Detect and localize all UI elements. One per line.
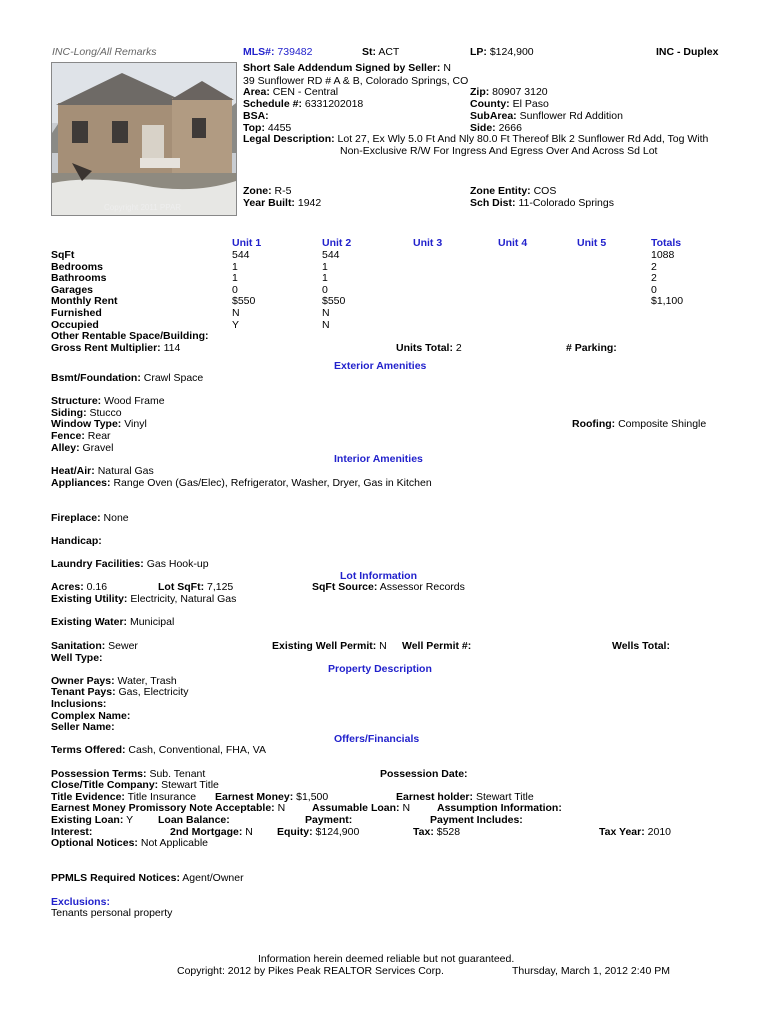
ppmls-notices: PPMLS Required Notices: Agent/Owner <box>51 872 244 884</box>
unit-cell: 1 <box>322 260 328 273</box>
payment: Payment: <box>305 814 353 826</box>
unit-cell: 0 <box>232 283 238 296</box>
year-built: Year Built: 1942 <box>243 197 322 209</box>
lot-information-title: Lot Information <box>340 570 417 582</box>
existing-well-permit: Existing Well Permit: N <box>272 640 387 652</box>
unit-cell: 1088 <box>651 249 675 261</box>
tenant-pays: Tenant Pays: Gas, Electricity <box>51 686 189 698</box>
exterior-amenities-title: Exterior Amenities <box>334 360 427 372</box>
unit-row-label: Bathrooms <box>51 272 107 285</box>
property-type: INC - Duplex <box>656 46 719 58</box>
assumable-loan: Assumable Loan: N <box>312 802 411 814</box>
unit-cell: 0 <box>322 283 328 296</box>
unit-row-label: Other Rentable Space/Building: <box>51 330 209 343</box>
possession-date: Possession Date: <box>380 768 468 780</box>
offers-financials-title: Offers/Financials <box>334 733 420 745</box>
well-permit-number: Well Permit #: <box>402 640 472 652</box>
siding: Siding: Stucco <box>51 407 122 419</box>
unit-row-label: Garages <box>51 283 94 296</box>
tax-year: Tax Year: 2010 <box>599 826 672 838</box>
loan-balance: Loan Balance: <box>158 814 230 826</box>
property-description-title: Property Description <box>328 663 432 675</box>
zone-entity: Zone Entity: COS <box>470 185 557 197</box>
unit-cell: N <box>322 318 330 331</box>
terms-offered: Terms Offered: Cash, Conventional, FHA, VA <box>51 744 266 756</box>
footer-copyright: Copyright: 2012 by Pikes Peak REALTOR Services Corp. <box>177 965 444 977</box>
unit-column-header: Unit 1 <box>232 237 262 249</box>
side: Side: 2666 <box>470 122 522 134</box>
unit-cell: N <box>232 307 240 319</box>
unit-cell: 1 <box>232 260 238 273</box>
legal-description-cont: Non-Exclusive R/W For Ingress And Egress Over And Across Sd Lot <box>340 145 658 157</box>
sqft-source: SqFt Source: Assessor Records <box>312 581 465 593</box>
zip: Zip: 80907 3120 <box>470 86 548 98</box>
unit-cell: $550 <box>322 295 346 308</box>
unit-cell: 2 <box>651 260 657 273</box>
fireplace: Fireplace: None <box>51 512 129 524</box>
parking: # Parking: <box>566 342 617 354</box>
earnest-holder: Earnest holder: Stewart Title <box>396 791 534 803</box>
seller-name: Seller Name: <box>51 721 115 733</box>
school-district: Sch Dist: 11-Colorado Springs <box>470 197 614 209</box>
lot-sqft: Lot SqFt: 7,125 <box>158 581 234 593</box>
unit-cell: 544 <box>232 249 250 261</box>
unit-row-label: Furnished <box>51 307 102 319</box>
exclusions-title: Exclusions: <box>51 896 110 908</box>
unit-column-header: Unit 5 <box>577 237 607 249</box>
wells-total: Wells Total: <box>612 640 670 652</box>
heat-air: Heat/Air: Natural Gas <box>51 465 154 477</box>
mls-number: MLS#: 739482 <box>243 46 313 58</box>
well-type: Well Type: <box>51 652 103 664</box>
second-mortgage: 2nd Mortgage: N <box>170 826 253 838</box>
photo-watermark: Copyright 2011 PPAR <box>104 203 182 212</box>
list-price: LP: $124,900 <box>470 46 534 58</box>
unit-column-header: Unit 2 <box>322 237 352 249</box>
unit-column-header: Unit 3 <box>413 237 443 249</box>
unit-cell: 544 <box>322 249 340 261</box>
existing-water: Existing Water: Municipal <box>51 616 175 628</box>
unit-cell: N <box>322 307 330 319</box>
laundry: Laundry Facilities: Gas Hook-up <box>51 558 209 570</box>
unit-cell: 0 <box>651 283 657 296</box>
unit-cell: 2 <box>651 272 657 285</box>
unit-cell: $1,100 <box>651 295 684 308</box>
equity: Equity: $124,900 <box>277 826 360 838</box>
area: Area: CEN - Central <box>243 86 339 98</box>
short-sale: Short Sale Addendum Signed by Seller: N <box>243 62 451 74</box>
promissory-note: Earnest Money Promissory Note Acceptable: N <box>51 802 286 814</box>
property-photo <box>51 62 237 216</box>
structure: Structure: Wood Frame <box>51 395 165 407</box>
unit-cell: Y <box>232 318 240 331</box>
sanitation: Sanitation: Sewer <box>51 640 138 652</box>
payment-includes: Payment Includes: <box>430 814 523 826</box>
unit-cell: 1 <box>232 272 238 285</box>
window-type: Window Type: Vinyl <box>51 418 147 430</box>
subarea: SubArea: Sunflower Rd Addition <box>470 110 623 122</box>
footer-disclaimer: Information herein deemed reliable but not guaranteed. <box>258 953 515 965</box>
possession-terms: Possession Terms: Sub. Tenant <box>51 768 206 780</box>
complex-name: Complex Name: <box>51 710 131 722</box>
zone: Zone: R-5 <box>243 185 292 197</box>
bsa: BSA: <box>243 110 269 122</box>
footer-timestamp: Thursday, March 1, 2012 2:40 PM <box>512 965 670 977</box>
exclusions-value: Tenants personal property <box>51 907 173 919</box>
existing-utility: Existing Utility: Electricity, Natural Gas <box>51 593 237 605</box>
alley: Alley: Gravel <box>51 442 114 454</box>
interest: Interest: <box>51 826 93 838</box>
remarks-label: INC-Long/All Remarks <box>52 46 157 58</box>
unit-row-label: SqFt <box>51 249 75 261</box>
existing-loan: Existing Loan: Y <box>51 814 134 826</box>
interior-amenities-title: Interior Amenities <box>334 453 423 465</box>
gross-rent-multiplier: Gross Rent Multiplier: 114 <box>51 342 181 354</box>
handicap: Handicap: <box>51 535 102 547</box>
units-total: Units Total: 2 <box>396 342 462 354</box>
bsmt-foundation: Bsmt/Foundation: Crawl Space <box>51 372 204 384</box>
optional-notices: Optional Notices: Not Applicable <box>51 837 208 849</box>
fence: Fence: Rear <box>51 430 111 442</box>
unit-column-header: Unit 4 <box>498 237 528 249</box>
legal-description: Legal Description: Lot 27, Ex Wly 5.0 Ft And Nly 80.0 Ft Thereof Blk 2 Sunflower Rd Add, Tog With <box>243 133 709 145</box>
inclusions: Inclusions: <box>51 698 107 710</box>
county: County: El Paso <box>470 98 549 110</box>
tax: Tax: $528 <box>413 826 461 838</box>
unit-row-label: Occupied <box>51 318 99 331</box>
owner-pays: Owner Pays: Water, Trash <box>51 675 177 687</box>
roofing: Roofing: Composite Shingle <box>572 418 707 430</box>
earnest-money: Earnest Money: $1,500 <box>215 791 329 803</box>
top: Top: 4455 <box>243 122 292 134</box>
unit-cell: $550 <box>232 295 256 308</box>
address: 39 Sunflower RD # A & B, Colorado Springs, CO <box>243 75 469 87</box>
close-title-company: Close/Title Company: Stewart Title <box>51 779 219 791</box>
acres: Acres: 0.16 <box>51 581 108 593</box>
unit-row-label: Bedrooms <box>51 260 103 273</box>
appliances: Appliances: Range Oven (Gas/Elec), Refrigerator, Washer, Dryer, Gas in Kitchen <box>51 477 432 489</box>
unit-column-header: Totals <box>651 237 682 249</box>
schedule: Schedule #: 6331202018 <box>243 98 364 110</box>
unit-cell: 1 <box>322 272 328 285</box>
assumption-information: Assumption Information: <box>437 802 562 814</box>
status: St: ACT <box>362 46 400 58</box>
title-evidence: Title Evidence: Title Insurance <box>51 791 197 803</box>
unit-row-label: Monthly Rent <box>51 295 118 308</box>
